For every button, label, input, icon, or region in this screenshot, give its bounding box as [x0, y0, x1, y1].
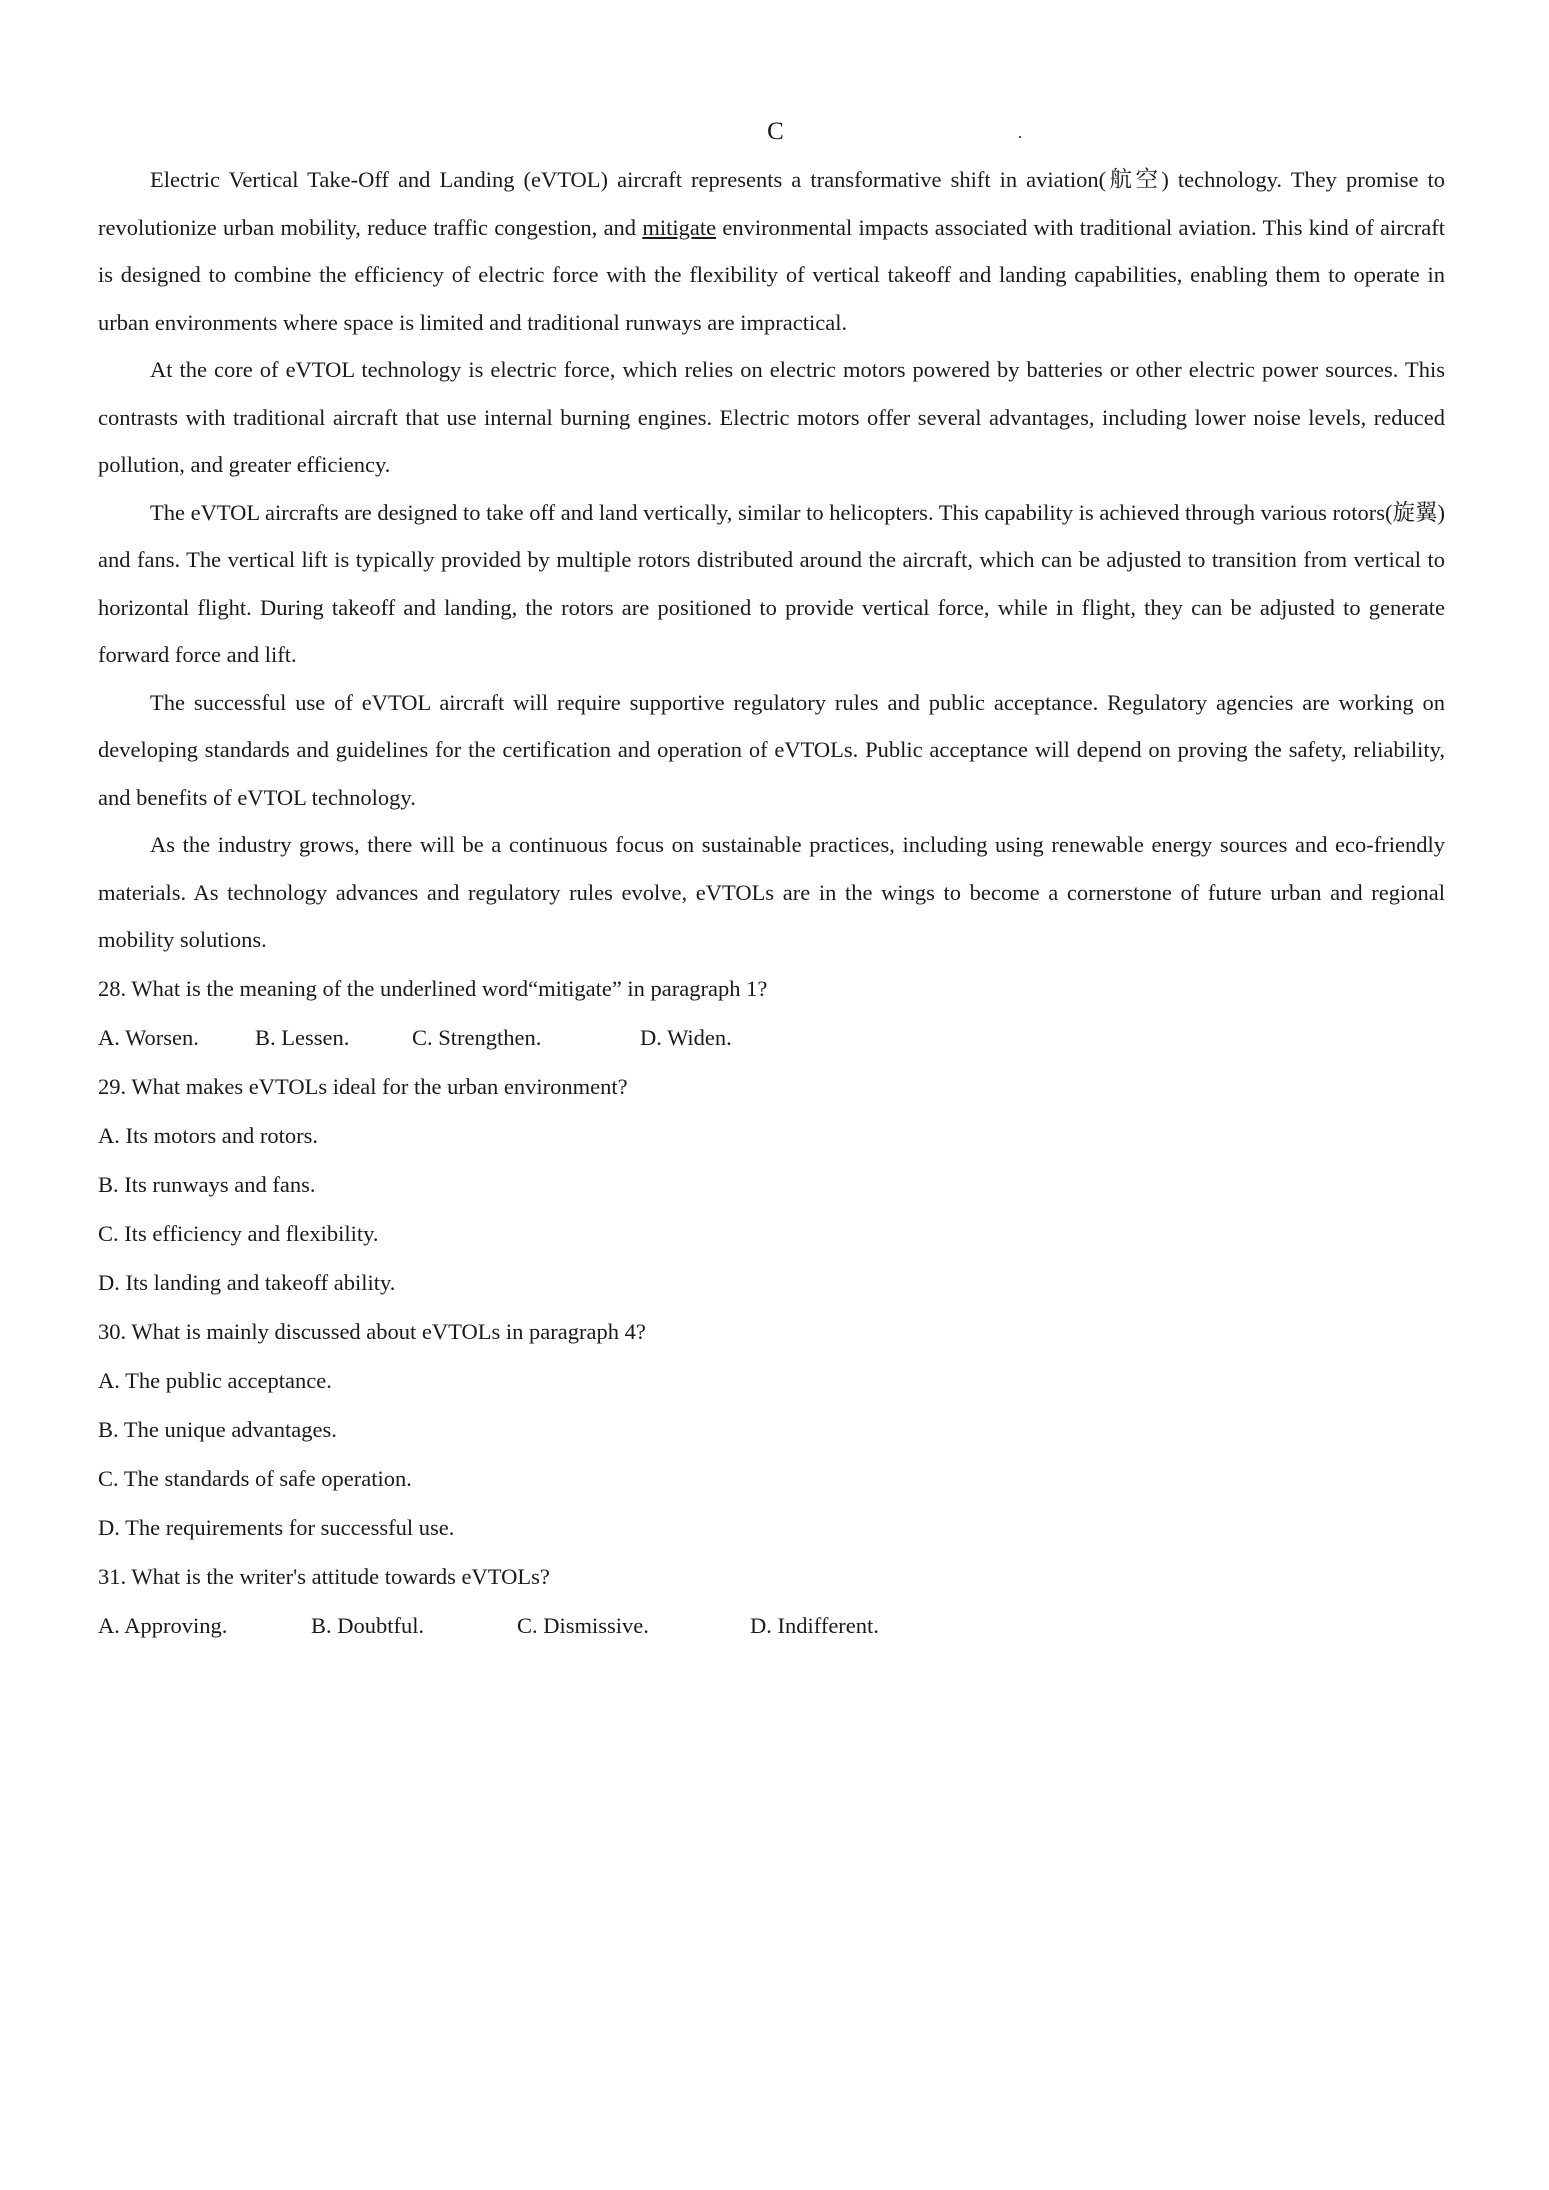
- question-29-option-b[interactable]: B. Its runways and fans.: [98, 1171, 316, 1197]
- question-28-option-c[interactable]: C. Strengthen.: [412, 1024, 542, 1050]
- question-31-option-a[interactable]: A. Approving.: [98, 1612, 228, 1638]
- question-30-option-c[interactable]: C. The standards of safe operation.: [98, 1465, 412, 1491]
- paragraph-3: The eVTOL aircrafts are designed to take off and land vertically, similar to helicopters. This capability is achieved through various rotors(旋翼) and fans. The vertical lift is typically provided by multiple rotors distributed around the aircraft, which can be adjusted to transition from vertical to horizontal flight. During takeoff and landing, the rotors are positioned to provide vertical force, while in flight, they can be adjusted to generate forward force and lift.: [98, 499, 1445, 667]
- question-31-option-b[interactable]: B. Doubtful.: [311, 1612, 425, 1638]
- question-30-option-b[interactable]: B. The unique advantages.: [98, 1416, 337, 1442]
- question-31: [98, 1552, 1445, 1650]
- paragraph-2: At the core of eVTOL technology is electric force, which relies on electric motors powered by batteries or other electric power sources. This contrasts with traditional aircraft that use internal burning engines. Electric motors offer several advantages, including lower noise levels, reduced pollution, and greater efficiency.: [98, 357, 1445, 477]
- question-30: [98, 1307, 1445, 1552]
- question-31-option-d[interactable]: D. Indifferent.: [750, 1612, 879, 1638]
- scan-speck: [1019, 136, 1021, 138]
- question-29-option-c[interactable]: C. Its efficiency and flexibility.: [98, 1220, 379, 1246]
- question-28-option-d[interactable]: D. Widen.: [640, 1024, 732, 1050]
- paragraph-1-text-before: Electric Vertical Take-Off and Landing (eVTOL) aircraft represents a transformative shift in aviation(航空) technology. They promise to revolutionize urban mobility, reduce traffic congestion, and: [98, 167, 1445, 240]
- question-29-stem: 29. What makes eVTOLs ideal for the urban environment?: [98, 1073, 628, 1099]
- question-30-stem: 30. What is mainly discussed about eVTOLs in paragraph 4?: [98, 1318, 646, 1344]
- question-28-option-b[interactable]: B. Lessen.: [255, 1024, 350, 1050]
- question-28-stem: 28. What is the meaning of the underlined word“mitigate” in paragraph 1?: [98, 975, 768, 1001]
- question-29-option-a[interactable]: A. Its motors and rotors.: [98, 1122, 318, 1148]
- reading-passage: [98, 156, 1445, 964]
- questions-section: [98, 964, 1445, 1650]
- question-31-stem: 31. What is the writer's attitude towards eVTOLs?: [98, 1563, 550, 1589]
- question-29: [98, 1062, 1445, 1307]
- paragraph-1-text-after: environmental impacts associated with traditional aviation. This kind of aircraft is designed to combine the efficiency of electric force with the flexibility of vertical takeoff and landing capabilities, enabling them to operate in urban environments where space is limited and traditional runways are impractical.: [98, 214, 1445, 335]
- question-28-options: [98, 1013, 1445, 1062]
- paragraph-5: As the industry grows, there will be a continuous focus on sustainable practices, including using renewable energy sources and eco-friendly materials. As technology advances and regulatory rules evolve, eVTOLs are in the wings to become a cornerstone of future urban and regional mobility solutions.: [98, 832, 1445, 952]
- question-29-option-d[interactable]: D. Its landing and takeoff ability.: [98, 1269, 396, 1295]
- question-31-options: [98, 1601, 1445, 1650]
- question-28-option-a[interactable]: A. Worsen.: [98, 1024, 199, 1050]
- question-30-option-d[interactable]: D. The requirements for successful use.: [98, 1514, 455, 1540]
- question-28: [98, 964, 1445, 1062]
- paragraph-4: The successful use of eVTOL aircraft will require supportive regulatory rules and public acceptance. Regulatory agencies are working on developing standards and guidelines for the certification and operation of eVTOLs. Public acceptance will depend on proving the safety, reliability, and benefits of eVTOL technology.: [98, 689, 1445, 810]
- underlined-word-mitigate: mitigate: [642, 214, 717, 240]
- paragraph-1: [98, 156, 1445, 346]
- question-30-option-a[interactable]: A. The public acceptance.: [98, 1367, 332, 1393]
- section-letter: C: [767, 118, 784, 145]
- question-31-option-c[interactable]: C. Dismissive.: [517, 1612, 649, 1638]
